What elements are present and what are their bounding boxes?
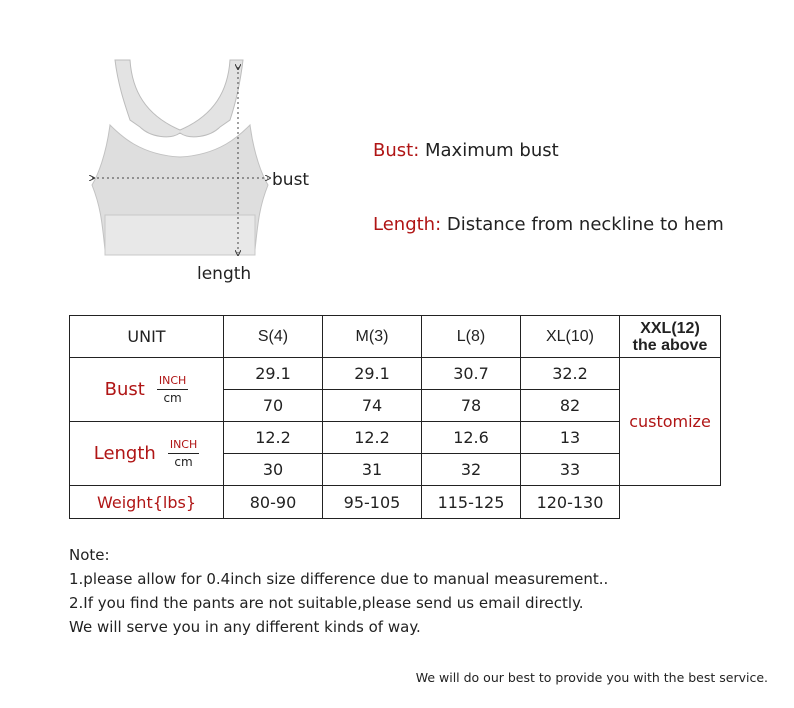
length-text: Distance from neckline to hem (446, 214, 724, 235)
size-header: S(4) (224, 316, 323, 358)
bust-unit (157, 374, 188, 405)
table-cell: 29.1 (224, 358, 323, 390)
length-unit-cm: cm (174, 455, 193, 469)
xxl-header-line1: XXL(12) (640, 319, 700, 337)
table-cell: 80-90 (224, 486, 323, 519)
notes-heading: Note: (69, 546, 110, 564)
bust-text: Maximum bust (425, 140, 559, 161)
table-cell: 12.2 (224, 422, 323, 454)
table-cell: 12.2 (323, 422, 422, 454)
table-cell: 120-130 (521, 486, 620, 519)
weight-row-label: Weight{lbs} (70, 486, 224, 519)
bust-term: Bust: (373, 140, 420, 161)
length-row-name: Length (93, 443, 156, 464)
table-cell: 82 (521, 390, 620, 422)
table-cell: 13 (521, 422, 620, 454)
note-line: 1.please allow for 0.4inch size difference due to manual measurement.. (69, 570, 609, 588)
table-cell: 32 (422, 454, 521, 486)
table-cell: 30.7 (422, 358, 521, 390)
footer-text: We will do our best to provide you with the best service. (415, 670, 768, 685)
table-cell: 30 (224, 454, 323, 486)
table-row (70, 358, 721, 390)
length-definition (373, 214, 724, 235)
length-term: Length: (373, 214, 442, 235)
table-cell: 115-125 (422, 486, 521, 519)
length-label: length (197, 264, 252, 284)
table-cell: 29.1 (323, 358, 422, 390)
bust-row-label (70, 358, 224, 422)
bust-definition (373, 140, 559, 161)
table-cell: 12.6 (422, 422, 521, 454)
table-cell: 70 (224, 390, 323, 422)
table-row (70, 486, 721, 519)
size-header: XL(10) (521, 316, 620, 358)
table-cell: 78 (422, 390, 521, 422)
bust-label: bust (272, 170, 310, 190)
notes (69, 543, 608, 639)
size-header: M(3) (323, 316, 422, 358)
size-header: L(8) (422, 316, 521, 358)
sports-bra-illustration (80, 45, 280, 295)
table-cell: 33 (521, 454, 620, 486)
table-cell: 32.2 (521, 358, 620, 390)
table-cell: 31 (323, 454, 422, 486)
customize-cell: customize (620, 358, 721, 486)
length-unit (168, 438, 199, 469)
bust-unit-cm: cm (163, 391, 182, 405)
table-cell: 95-105 (323, 486, 422, 519)
garment-body (115, 60, 243, 137)
length-row-label (70, 422, 224, 486)
xxl-header (620, 316, 721, 358)
table-header-row (70, 316, 721, 358)
bust-row-name: Bust (104, 379, 145, 400)
unit-header: UNIT (70, 316, 224, 358)
note-line: 2.If you find the pants are not suitable,please send us email directly. (69, 594, 584, 612)
table-cell: 74 (323, 390, 422, 422)
length-unit-inch: INCH (168, 438, 199, 454)
xxl-header-line2: the above (632, 336, 708, 354)
size-table (69, 315, 721, 519)
bust-unit-inch: INCH (157, 374, 188, 390)
note-line: We will serve you in any different kinds of way. (69, 618, 421, 636)
